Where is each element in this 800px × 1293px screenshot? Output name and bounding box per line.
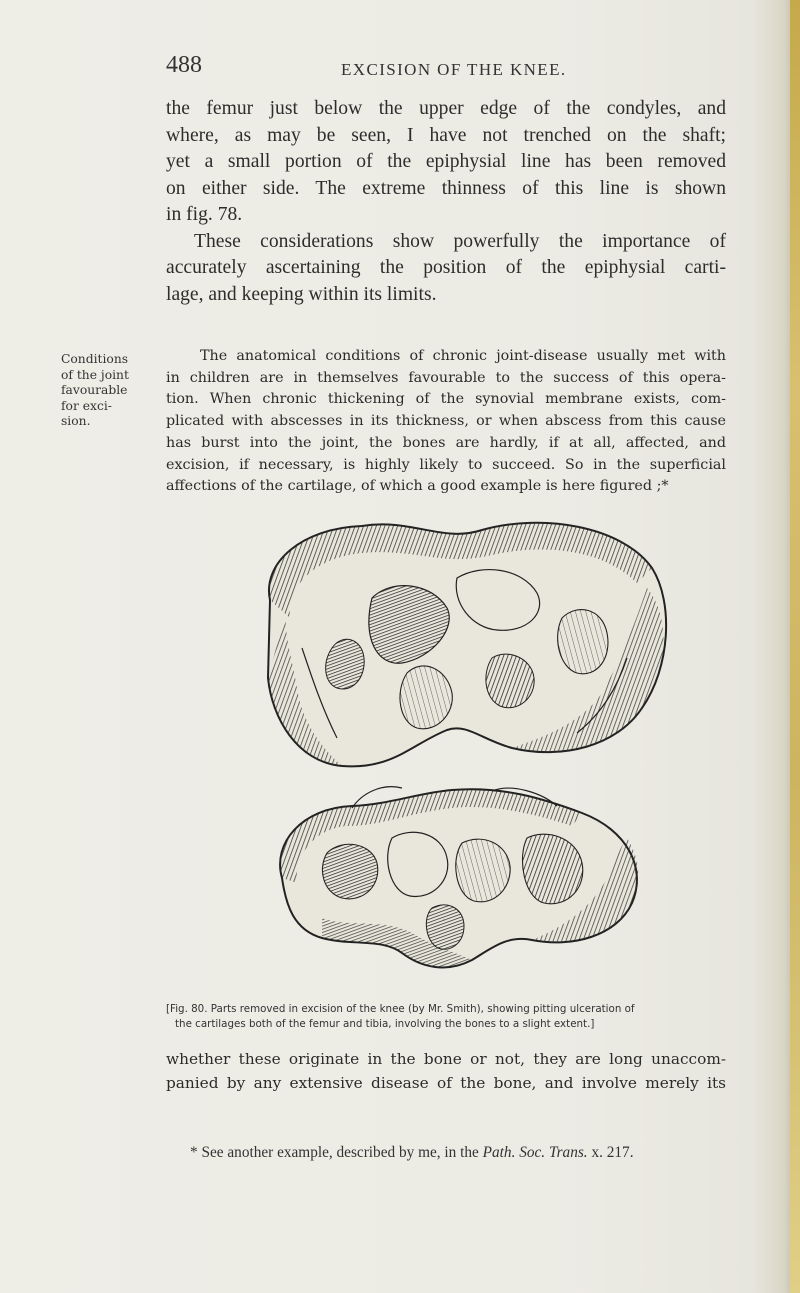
text-line: whether these originate in the bone or not, they are long unaccom-: [166, 1050, 726, 1068]
footnote: [190, 1144, 634, 1162]
text-line: on either side. The extreme thinness of this line is shown: [166, 177, 726, 199]
text-line: in fig. 78.: [166, 204, 243, 225]
footnote-prefix: * See another example, described by me, in the: [190, 1144, 483, 1161]
text-line: the femur just below the upper edge of the condyles, and: [166, 98, 726, 119]
margin-note-line: Conditions: [61, 352, 129, 366]
text-line: yet a small portion of the epiphysial line has been removed: [166, 151, 726, 172]
femur-condyles-drawing: [268, 523, 666, 767]
text-line: These considerations show powerfully the importance of: [194, 230, 726, 252]
figure-caption: [166, 1002, 726, 1032]
margin-note-line: of the joint: [61, 367, 129, 382]
text-line: has burst into the joint, the bones are hardly, if at all, affected, and: [166, 434, 726, 451]
text-line: The anatomical conditions of chronic joint-disease usually met with: [200, 348, 726, 364]
figure-knee-bones: [242, 508, 684, 973]
text-line: plicated with abscesses in its thickness, or when abscess from this cause: [166, 413, 726, 430]
margin-note: [61, 352, 161, 430]
margin-note-line: for exci-: [61, 398, 112, 413]
margin-note-line: favourable: [61, 383, 128, 397]
text-line: excision, if necessary, is highly likely to succeed. So in the superficial: [166, 456, 726, 473]
paragraph-conditions: [166, 346, 726, 498]
paragraph-continuation: [166, 1047, 726, 1095]
text-line: tion. When chronic thickening of the synovial membrane exists, com-: [166, 391, 726, 408]
caption-line: the cartilages both of the femur and tibia, involving the bones to a slight extent.]: [175, 1018, 595, 1030]
text-line: where, as may be seen, I have not trenched on the shaft;: [166, 124, 726, 146]
footnote-journal: Path. Soc. Trans.: [482, 1144, 588, 1161]
text-line: affections of the cartilage, of which a good example is here figured ;*: [166, 478, 669, 495]
text-line: lage, and keeping within its limits.: [166, 283, 437, 305]
tibia-head-drawing: [280, 787, 638, 968]
page-number: 488: [166, 52, 202, 78]
page-edge: [790, 0, 800, 1293]
body-text-top: [166, 96, 726, 308]
text-line: panied by any extensive disease of the bone, and involve merely its: [166, 1074, 726, 1092]
text-line: in children are in themselves favourable to the success of this opera-: [166, 369, 726, 386]
paragraph-femur: [166, 96, 726, 229]
body-text-bottom: [166, 1047, 726, 1095]
paragraph-considerations: [166, 229, 726, 309]
engraving-illustration: [242, 508, 684, 973]
footnote-suffix: x. 217.: [587, 1144, 634, 1161]
caption-line: [Fig. 80. Parts removed in excision of the knee (by Mr. Smith), showing pitting ulceration of: [166, 1003, 635, 1015]
text-line: accurately ascertaining the position of the epiphysial carti-: [166, 257, 726, 278]
body-text-middle: [166, 346, 726, 498]
margin-note-line: sion.: [61, 414, 91, 428]
page-header: [166, 52, 726, 82]
running-title: EXCISION OF THE KNEE.: [341, 60, 567, 79]
